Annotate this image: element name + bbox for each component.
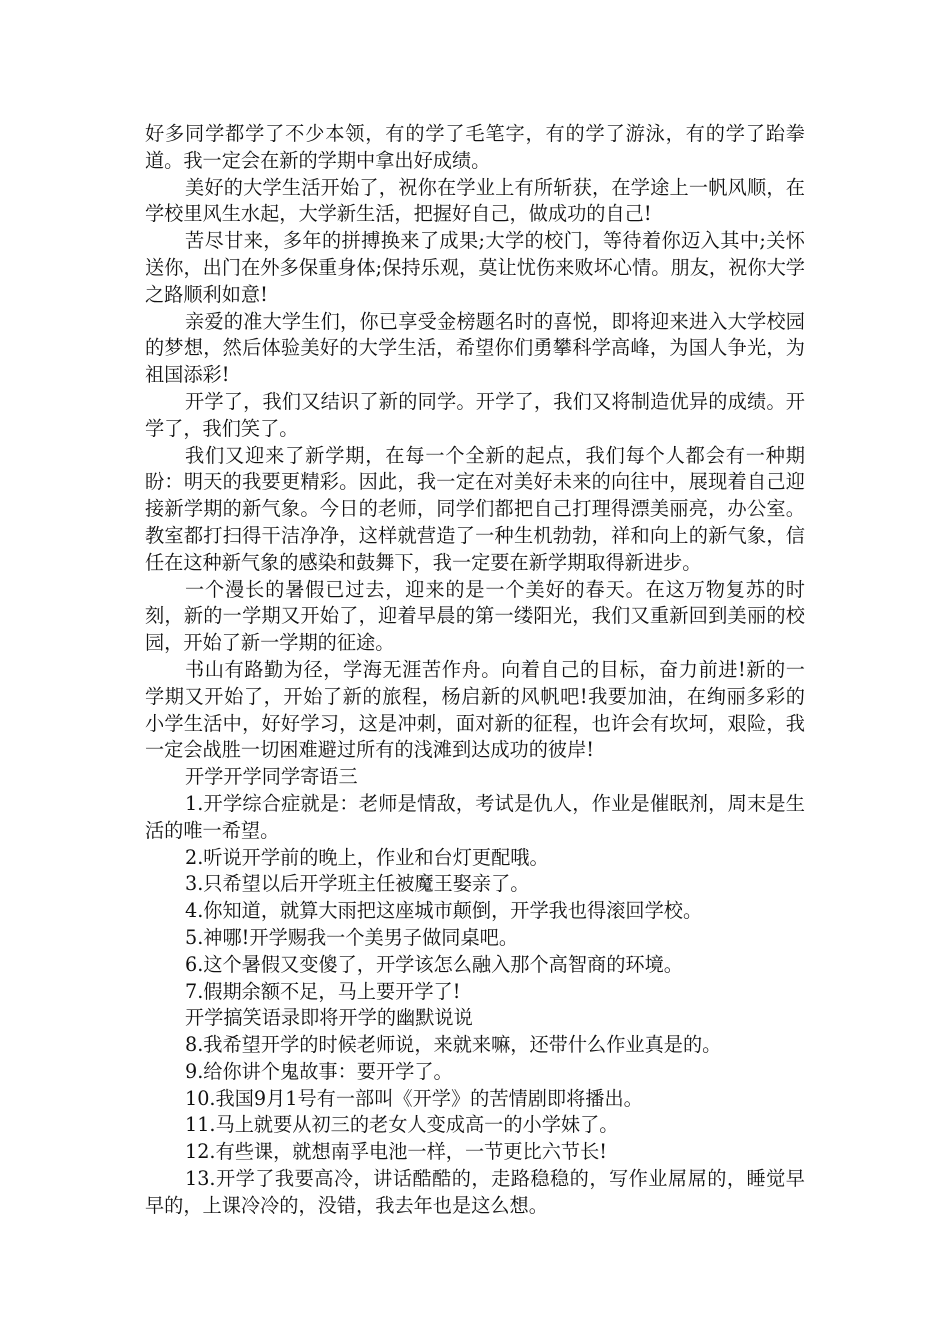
list-item: 6.这个暑假又变傻了，开学该怎么融入那个高智商的环境。	[185, 952, 683, 976]
paragraph: 书山有路勤为径，学海无涯苦作舟。向着自己的目标，奋力前进!新的一学期又开始了，开始了新的旅程，杨启新的风帆吧!我要加油，在绚丽多彩的小学生活中，好好学习，这是冲刺，面对新的征程，也许会有坎坷，艰险，我一定会战胜一切困难避过所有的浅滩到达成功的彼岸!	[145, 657, 805, 762]
paragraph: 亲爱的准大学生们，你已享受金榜题名时的喜悦，即将迎来进入大学校园的梦想，然后体验美好的大学生活，希望你们勇攀科学高峰，为国人争光，为祖国添彩!	[145, 309, 805, 387]
list-item: 2.听说开学前的晚上，作业和台灯更配哦。	[185, 845, 549, 869]
list-item: 8.我希望开学的时候老师说，来就来嘛，还带什么作业真是的。	[185, 1033, 722, 1057]
list-item: 12.有些课，就想南孚电池一样，一节更比六节长!	[185, 1140, 607, 1164]
list-item: 4.你知道，就算大雨把这座城市颠倒，开学我也得滚回学校。	[185, 899, 703, 923]
list-item: 5.神哪!开学赐我一个美男子做同桌吧。	[185, 925, 519, 949]
document-body	[145, 121, 805, 1220]
list-item: 7.假期余额不足，马上要开学了!	[185, 979, 461, 1003]
paragraph: 苦尽甘来，多年的拼搏换来了成果;大学的校门，等待着你迈入其中;关怀送你，出门在外多保重身体;保持乐观，莫让忧伤来败坏心情。朋友，祝你大学之路顺利如意!	[145, 229, 805, 306]
list-item: 10.我国9月1号有一部叫《开学》的苦情剧即将播出。	[185, 1086, 643, 1110]
list-item: 11.马上就要从初三的老女人变成高一的小学妹了。	[185, 1113, 619, 1137]
section-heading: 开学搞笑语录即将开学的幽默说说	[185, 1006, 473, 1030]
paragraph-continued: 好多同学都学了不少本领，有的学了毛笔字，有的学了游泳，有的学了跆拳道。我一定会在新的学期中拿出好成绩。	[145, 122, 805, 172]
paragraph: 一个漫长的暑假已过去，迎来的是一个美好的春天。在这万物复苏的时刻，新的一学期又开始了，迎着早晨的第一缕阳光，我们又重新回到美丽的校园，开始了新一学期的征途。	[145, 577, 805, 655]
list-item: 13.开学了我要高冷，讲话酷酷的，走路稳稳的，写作业屌屌的，睡觉早早的，上课冷冷的，没错，我去年也是这么想。	[145, 1167, 805, 1217]
paragraph: 开学了，我们又结识了新的同学。开学了，我们又将制造优异的成绩。开学了，我们笑了。	[145, 389, 805, 440]
paragraph: 我们又迎来了新学期，在每一个全新的起点，我们每个人都会有一种期盼：明天的我要更精彩。因此，我一定在对美好未来的向往中，展现着自己迎接新学期的新气象。今日的老师，同学们都把自己打理得漂美丽亮，办公室。教室都打扫得干洁净净，这样就营造了一种生机勃勃，祥和向上的新气象，信任在这种新气象的感染和鼓舞下，我一定要在新学期取得新进步。	[145, 443, 805, 574]
list-item: 1.开学综合症就是：老师是情敌，考试是仇人，作业是催眠剂，周末是生活的唯一希望。	[145, 791, 805, 842]
list-item: 9.给你讲个鬼故事：要开学了。	[185, 1059, 453, 1083]
list-item: 3.只希望以后开学班主任被魔王娶亲了。	[185, 872, 530, 896]
paragraph: 美好的大学生活开始了，祝你在学业上有所斩获，在学途上一帆风顺，在学校里风生水起，大学新生活，把握好自己，做成功的自己!	[145, 175, 805, 226]
section-heading: 开学开学同学寄语三	[185, 765, 358, 789]
